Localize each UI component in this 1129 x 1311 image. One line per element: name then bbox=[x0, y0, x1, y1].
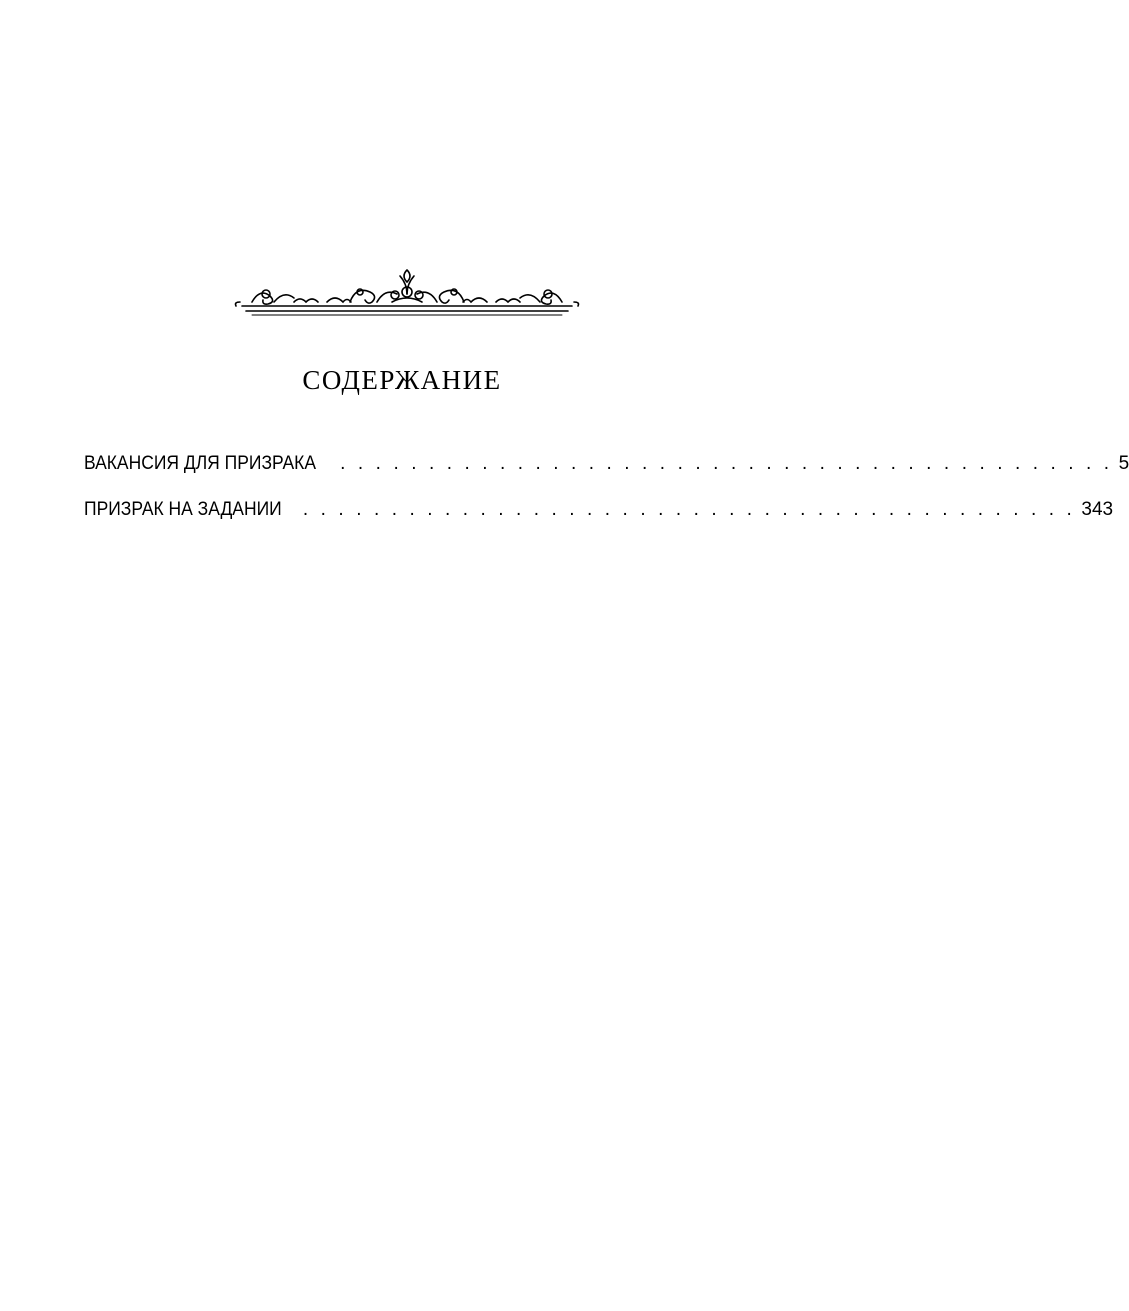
toc-entry-title: ПРИЗРАК НА ЗАДАНИИ bbox=[84, 499, 282, 520]
decorative-ornament-icon bbox=[232, 262, 582, 324]
toc-entry[interactable] bbox=[84, 498, 1114, 544]
toc-entry-page: 5 bbox=[1118, 453, 1129, 474]
table-of-contents bbox=[84, 452, 1129, 544]
toc-entry[interactable] bbox=[84, 452, 1129, 498]
dot-leader: . . . . . . . . . . . . . . . . . . . . . . . . . . . . . . . . . . . . . . . . . . . . bbox=[302, 499, 1076, 520]
dot-leader: . . . . . . . . . . . . . . . . . . . . . . . . . . . . . . . . . . . . . . . . . . . . bbox=[340, 453, 1113, 474]
toc-entry-page: 343 bbox=[1081, 499, 1114, 520]
page-title: СОДЕРЖАНИЕ bbox=[302, 365, 502, 395]
toc-entry-title: ВАКАНСИЯ ДЛЯ ПРИЗРАКА bbox=[84, 453, 316, 474]
